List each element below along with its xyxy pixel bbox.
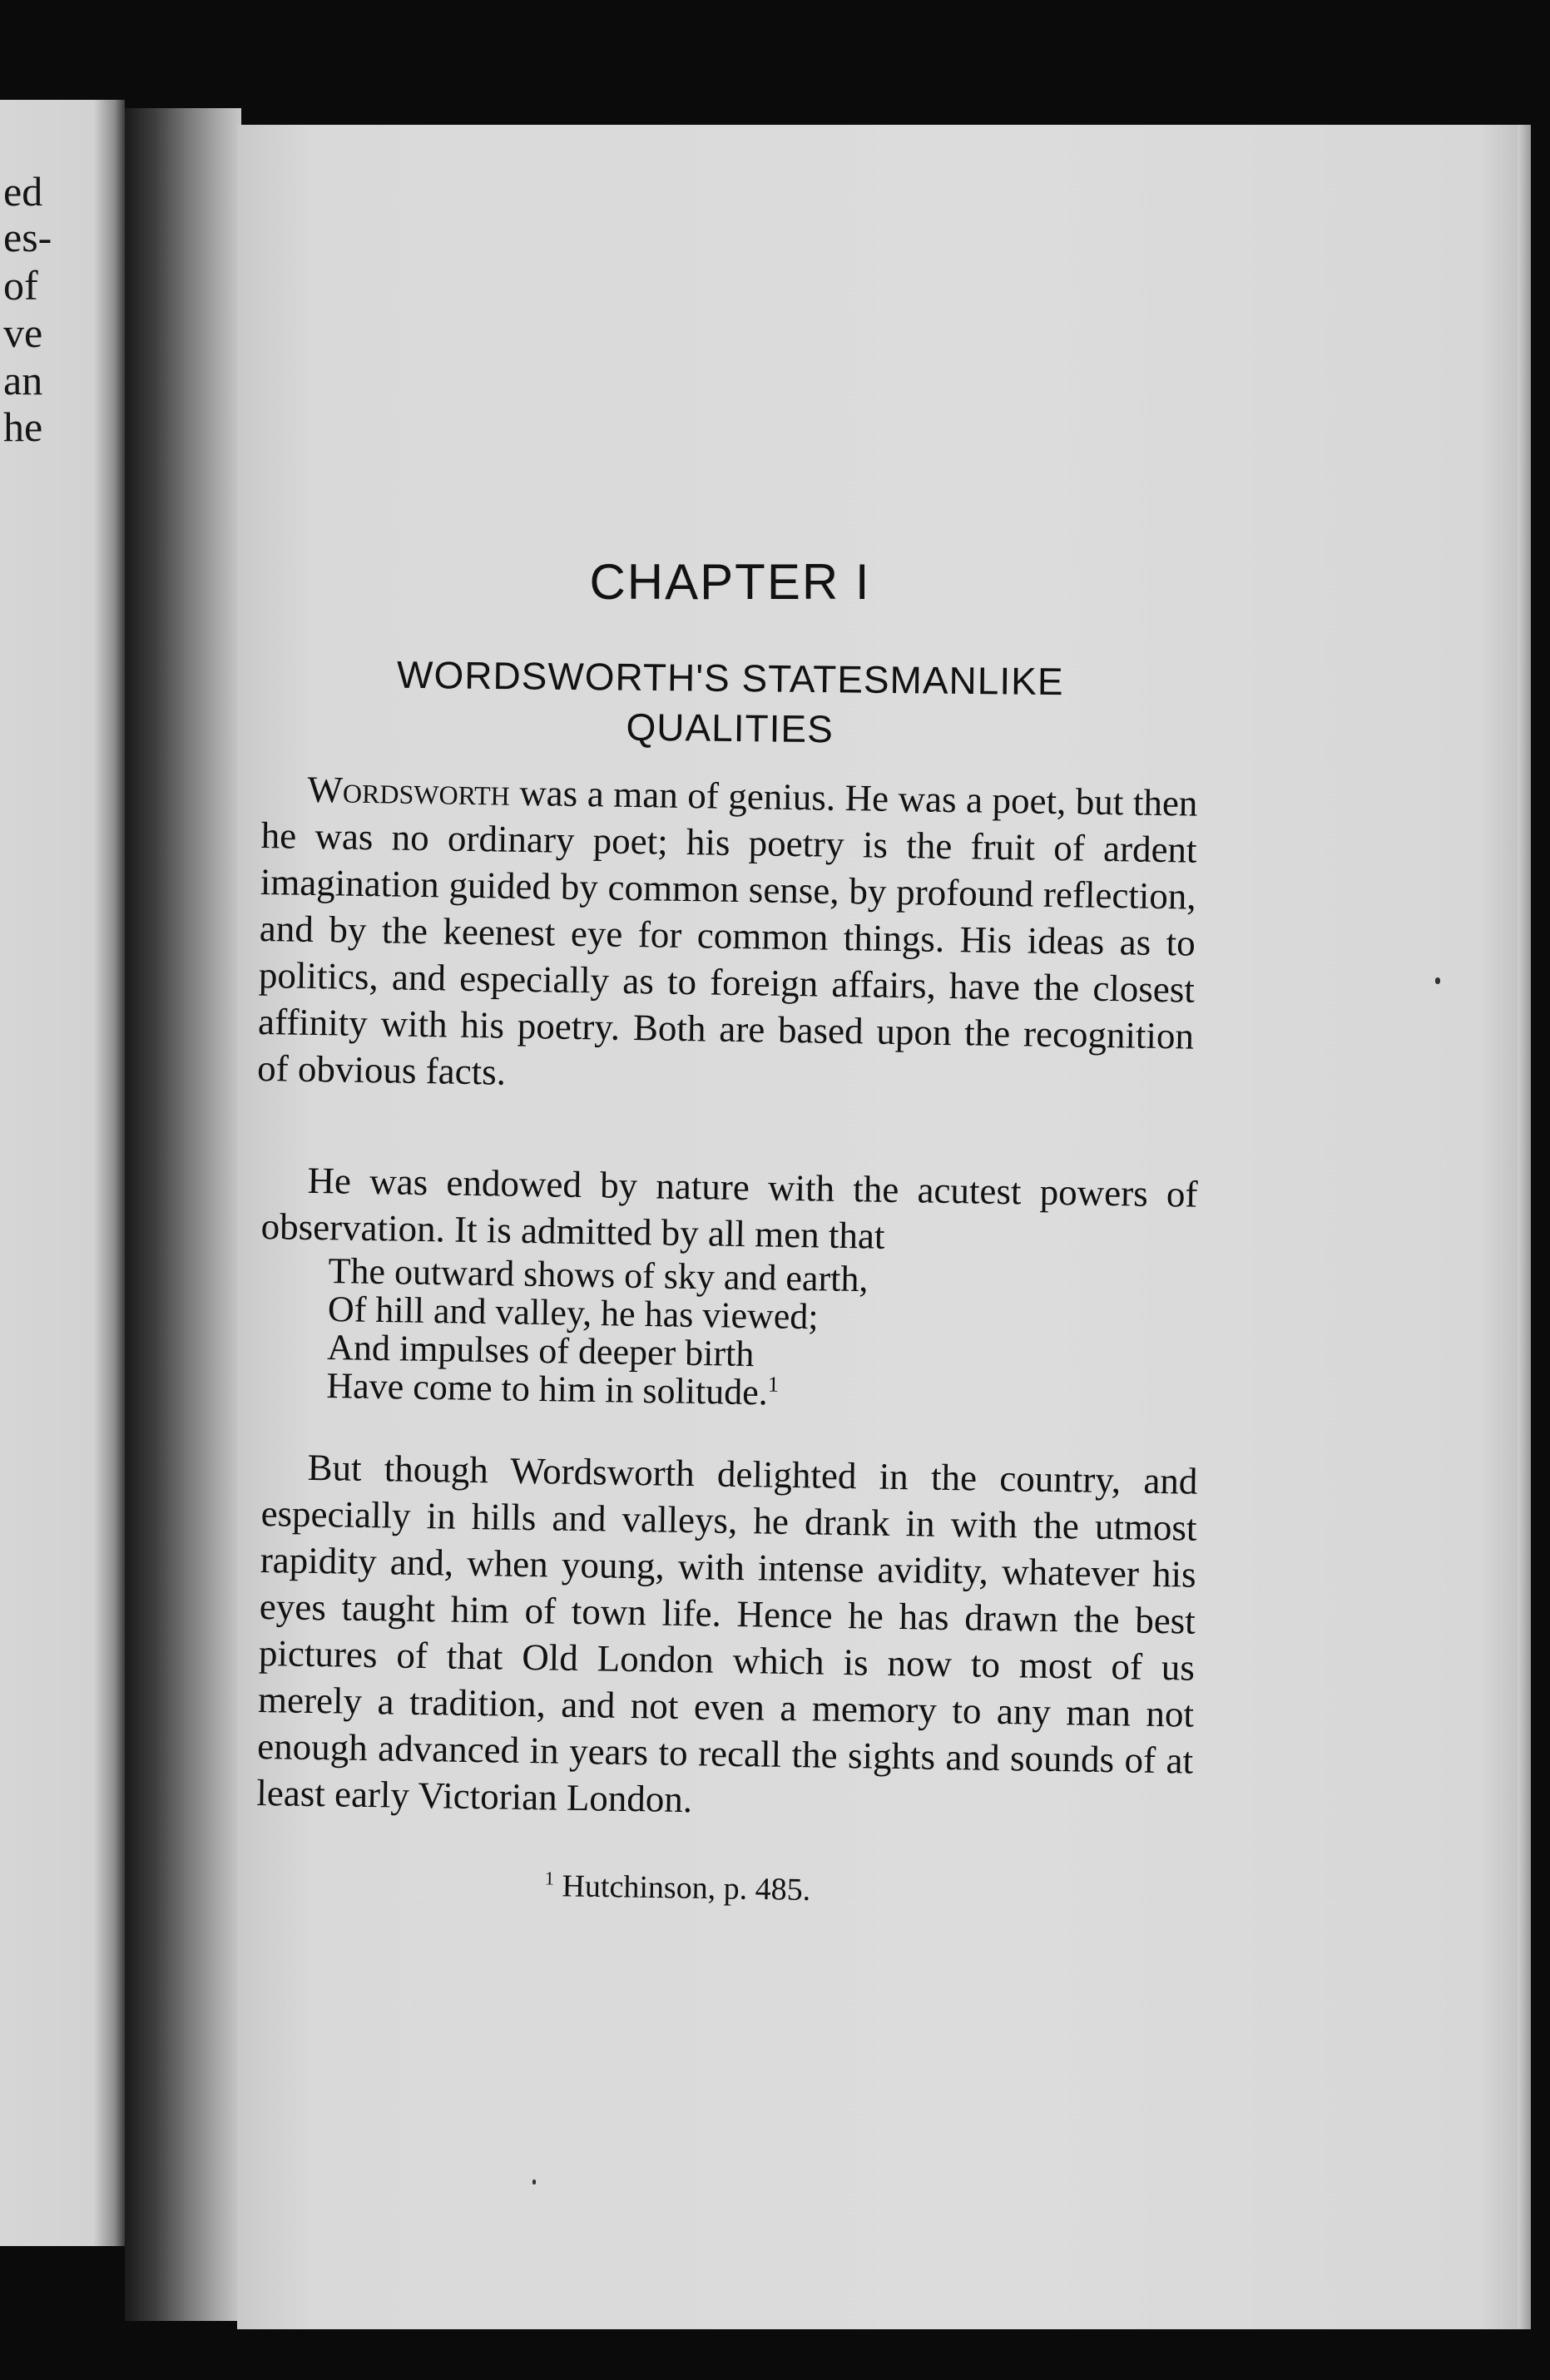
paragraph-1-body: was a man of genius. He was a poet, but then he was no ordinary poet; his poetry is the fruit of ardent imagination guided by common sense, by profound reflection, and by the keenest eye for common things. His ideas as to politics, and especially as to foreign affairs, have the closest affinity with his poetry. Both are based upon the recognition of obvious facts. — [256, 771, 1198, 1093]
verse-line: Of hill and valley, he has viewed; — [327, 1288, 819, 1338]
left-page-fragment: an — [3, 357, 43, 403]
book-gutter — [125, 108, 241, 2321]
footnote-marker: 1 — [544, 1868, 555, 1889]
page-edge — [1518, 125, 1531, 2329]
chapter-subtitle-line-2: QUALITIES — [626, 705, 834, 751]
print-speck — [532, 2180, 536, 2185]
verse-line-text: Have come to him in solitude. — [326, 1364, 769, 1413]
chapter-subtitle — [236, 648, 1223, 758]
verse-line: The outward shows of sky and earth, — [328, 1250, 869, 1300]
verse-line: And impulses of deeper birth — [326, 1326, 755, 1375]
left-page-fragment: he — [3, 403, 43, 450]
paragraph-3: But though Wordsworth delighted in the country, and especially in hills and valleys, he drank in with the utmost rapidity and, when young, with intense avidity, whatever his eyes taught him of town life. Hence he has drawn the best pictures of that Old London which is now to most of us merely a tradition, and not even a memory to any man not enough advanced in years to recall the sights and sounds of at least early Victorian London. — [256, 1446, 1198, 1821]
print-speck — [1435, 977, 1440, 984]
footnote-text: Hutchinson, p. 485. — [562, 1868, 811, 1908]
paragraph-2: He was endowed by nature with the acutest powers of observation. It is admitted by all men that — [260, 1159, 1198, 1257]
left-page-fragment: es- — [3, 214, 52, 260]
paragraph-1 — [257, 765, 1198, 1106]
previous-page-edge — [0, 100, 125, 2246]
verse-quotation — [326, 1252, 1077, 1417]
chapter-title: CHAPTER I — [589, 554, 871, 610]
left-page-fragment: of — [3, 262, 38, 309]
book-page — [237, 125, 1531, 2329]
chapter-subtitle-line-1: WORDSWORTH'S STATESMANLIKE — [396, 652, 1064, 704]
paragraph-lead-word: Wordsworth — [307, 768, 511, 814]
footnote — [544, 1868, 810, 1908]
footnote-reference: 1 — [767, 1371, 780, 1397]
left-page-fragment: ed — [3, 168, 43, 215]
left-page-fragment: ve — [3, 309, 43, 356]
